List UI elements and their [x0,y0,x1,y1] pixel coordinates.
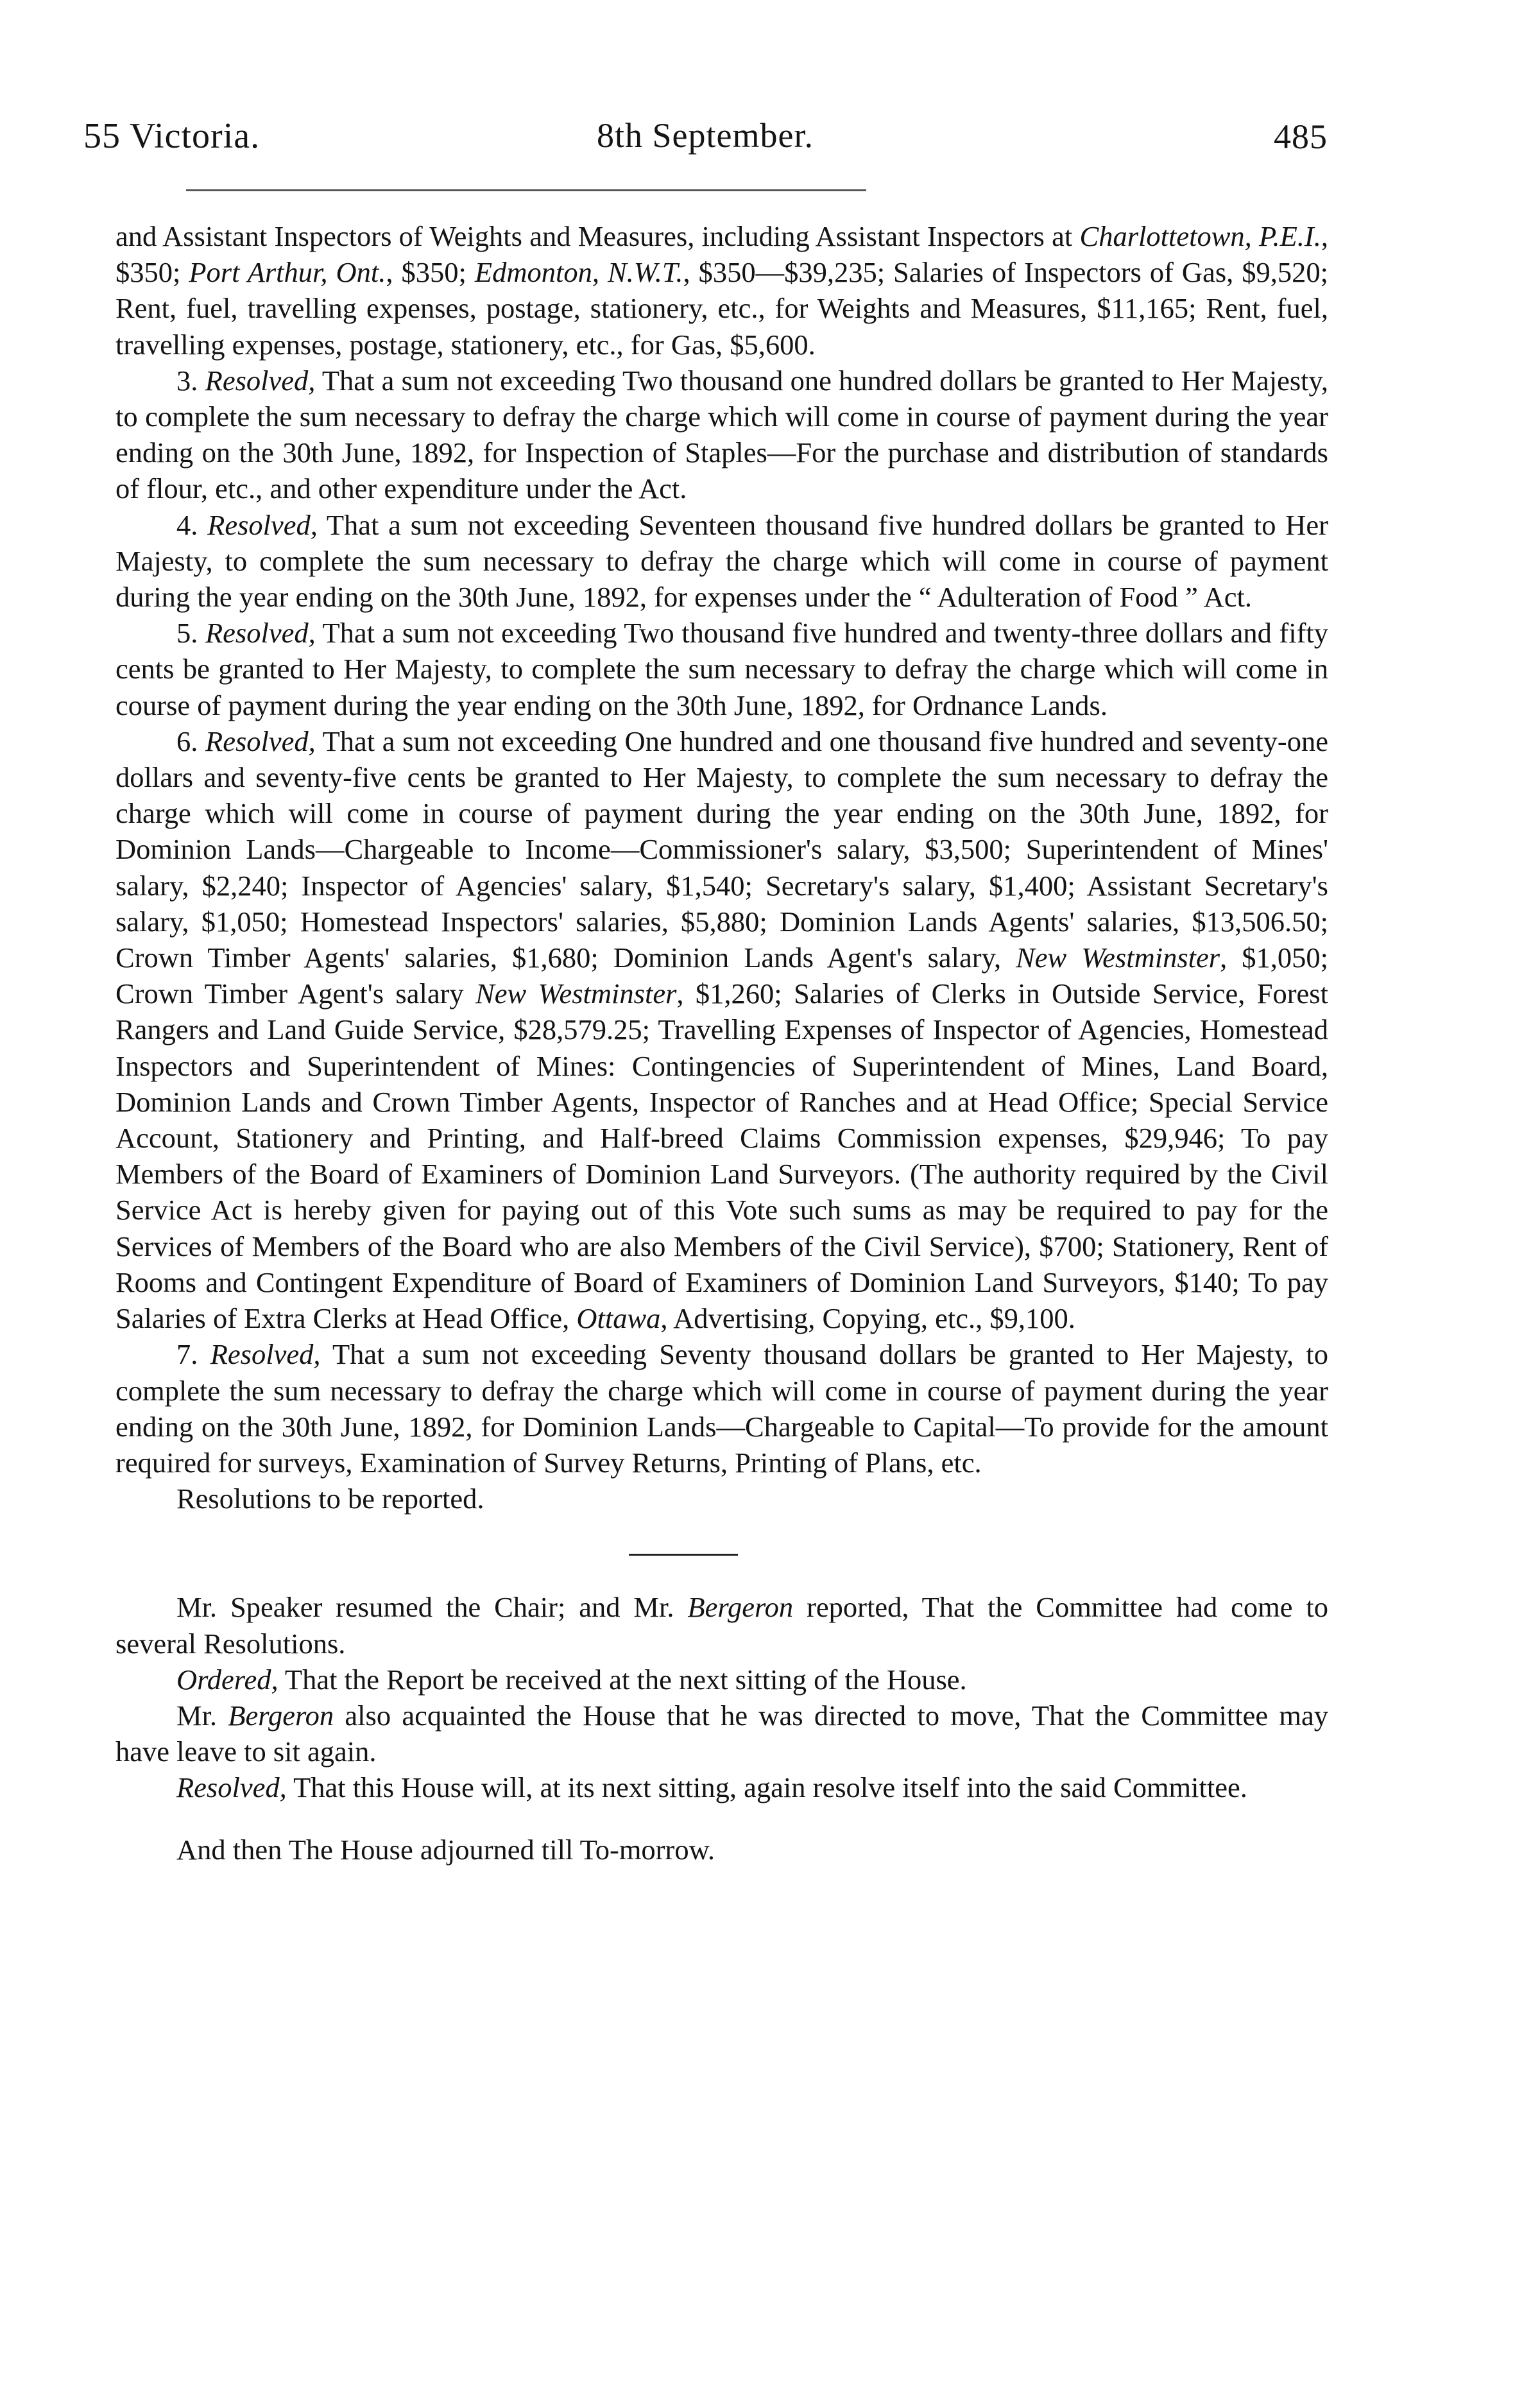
resolution-text: , $1,260; Salaries of Clerks in Outside Service, Forest Rangers and Land Guide Service, $28,579.25; Travelling Expenses of Inspector of Agencies, Homestead Inspectors and Superintendent of Mines: Contingencies of Superintendent of Mines, Land Board, Dominion Lands and Crown Timber Agents, Inspector of Ranches and at Head Office; Special Service Account, Stationery and Printing, and Half-breed Claims Commission expenses, $29,946; To pay Members of the Board of Examiners of Dominion Land Surveyors. (The authority required by the Civil Service Act is hereby given for paying out of this Vote such sums as may be required to pay for the Services of Members of the Board who are also Members of the Civil Service), $700; Stationery, Rent of Rooms and Contingent Expenditure of Board of Examiners of Dominion Land Surveyors, $140; To pay Salaries of Extra Clerks at Head Office, [116,977,1328,1335]
resolution-6 [116,723,1328,1336]
resolution-text: , $1,050; Crown Timber Agent's salary [116,941,1328,1010]
place-name: Charlottetown, P.E.I. [1079,220,1321,252]
resolved-keyword: Resolved, [210,1338,321,1371]
page-header [0,96,1540,167]
text-run: also acquainted the House that he was directed to move, That the Committee may have leave to sit again. [116,1699,1329,1768]
resolved-keyword: Resolved, [207,508,318,541]
leave-to-sit [116,1698,1328,1769]
spacer [116,1806,1328,1832]
speaker-resumed [116,1589,1328,1661]
resolution-number: 4. [176,508,208,541]
resolved-keyword: Resolved, [205,725,316,757]
place-name: Ottawa [576,1302,661,1335]
place-name: Port Arthur, Ont. [189,256,386,289]
resolution-4 [116,507,1328,615]
resolution-number: 6. [176,725,206,757]
resolution-text: That a sum not exceeding One hundred and one thousand five hundred and seventy-one dollars and seventy-five cents be granted to Her Majesty, to complete the sum necessary to defray the charge which will come in course of payment during the year ending on the 30th June, 1892, for Dominion Lands—Chargeable to Income—Commissioner's salary, $3,500; Superintendent of Mines' salary, $2,240; Inspector of Agencies' salary, $1,540; Secretary's salary, $1,400; Assistant Secretary's salary, $1,050; Homestead Inspectors' salaries, $5,880; Dominion Lands Agents' salaries, $13,506.50; Crown Timber Agents' salaries, $1,680; Dominion Lands Agent's salary, [116,725,1328,974]
text-run: , $350—$39,235; Salaries of Inspectors of Gas, $9,520; Rent, fuel, travelling expenses, postage, stationery, etc., for Weights and Measures, $11,165; Rent, fuel, travelling expenses, postage, stationery, etc., for Gas, $5,600. [116,256,1328,361]
text-run: That the Report be received at the next sitting of the House. [278,1663,967,1696]
resolution-text: That a sum not exceeding Two thousand five hundred and twenty-three dollars and fifty cents be granted to Her Majesty, to complete the sum necessary to defray the charge which will come in course of payment during the year ending on the 30th June, 1892, for Ordnance Lands. [116,617,1329,721]
resolution-3 [116,363,1328,507]
resolve-into-committee [116,1769,1328,1805]
text-run: , $350; [386,256,475,289]
resolutions-reported: Resolutions to be reported. [176,1483,484,1515]
resolution-text: , Advertising, Copying, etc., $9,100. [660,1302,1075,1335]
place-name: New Westminster [1016,941,1220,974]
text-run: and Assistant Inspectors of Weights and Measures, including Assistant Inspectors at [116,220,1080,252]
text-run: Mr. [176,1699,228,1732]
page-number: 485 [1274,117,1328,156]
header-date: 8th September. [597,116,814,155]
ordered-keyword: Ordered, [176,1663,278,1696]
resolved-keyword: Resolved, [205,364,316,397]
place-name: New Westminster [475,977,677,1010]
order-report [116,1662,1328,1698]
resolution-text: That a sum not exceeding Seventy thousand dollars be granted to Her Majesty, to complete the sum necessary to defray the charge which will come in course of payment during the year ending on the 30th June, 1892, for Dominion Lands—Chargeable to Capital—To provide for the amount required for surveys, Examination of Survey Returns, Printing of Plans, etc. [116,1338,1328,1479]
resolution-number: 3. [176,364,205,397]
resolution-number: 7. [176,1338,210,1371]
paragraph-continuation [116,218,1328,363]
place-name: Edmonton, N.W.T. [474,256,683,289]
text-run: , $350; [116,220,1328,289]
resolution-text: That a sum not exceeding Seventeen thousand five hundred dollars be granted to Her Majesty, to complete the sum necessary to defray the charge which will come in course of payment during the year ending on the 30th June, 1892, for expenses under the “ Adulteration of Food ” Act. [116,508,1329,614]
resolution-5 [116,615,1328,723]
resolution-number: 5. [176,617,205,649]
adjournment: And then The House adjourned till To-morrow. [176,1833,715,1866]
text-run: That this House will, at its next sitting, again resolve itself into the said Committee. [286,1771,1247,1804]
resolved-keyword: Resolved, [205,617,316,649]
resolution-7 [116,1336,1328,1481]
member-name: Bergeron [687,1591,794,1624]
text-run: Mr. Speaker resumed the Chair; and Mr. [176,1591,688,1624]
resolved-keyword: Resolved, [176,1771,287,1804]
member-name: Bergeron [228,1699,334,1732]
section-divider [629,1554,738,1556]
resolution-text: That a sum not exceeding Two thousand one hundred dollars be granted to Her Majesty, to complete the sum necessary to defray the charge which will come in course of payment during the year ending on the 30th June, 1892, for Inspection of Staples—For the purchase and distribution of standards of flour, etc., and other expenditure under the Act. [116,364,1329,505]
text-run: reported, That the Committee had come to several Resolutions. [116,1591,1328,1660]
header-rule [186,189,866,191]
header-regnal-year: 55 Victoria. [83,116,261,156]
page-body [116,218,1328,1868]
